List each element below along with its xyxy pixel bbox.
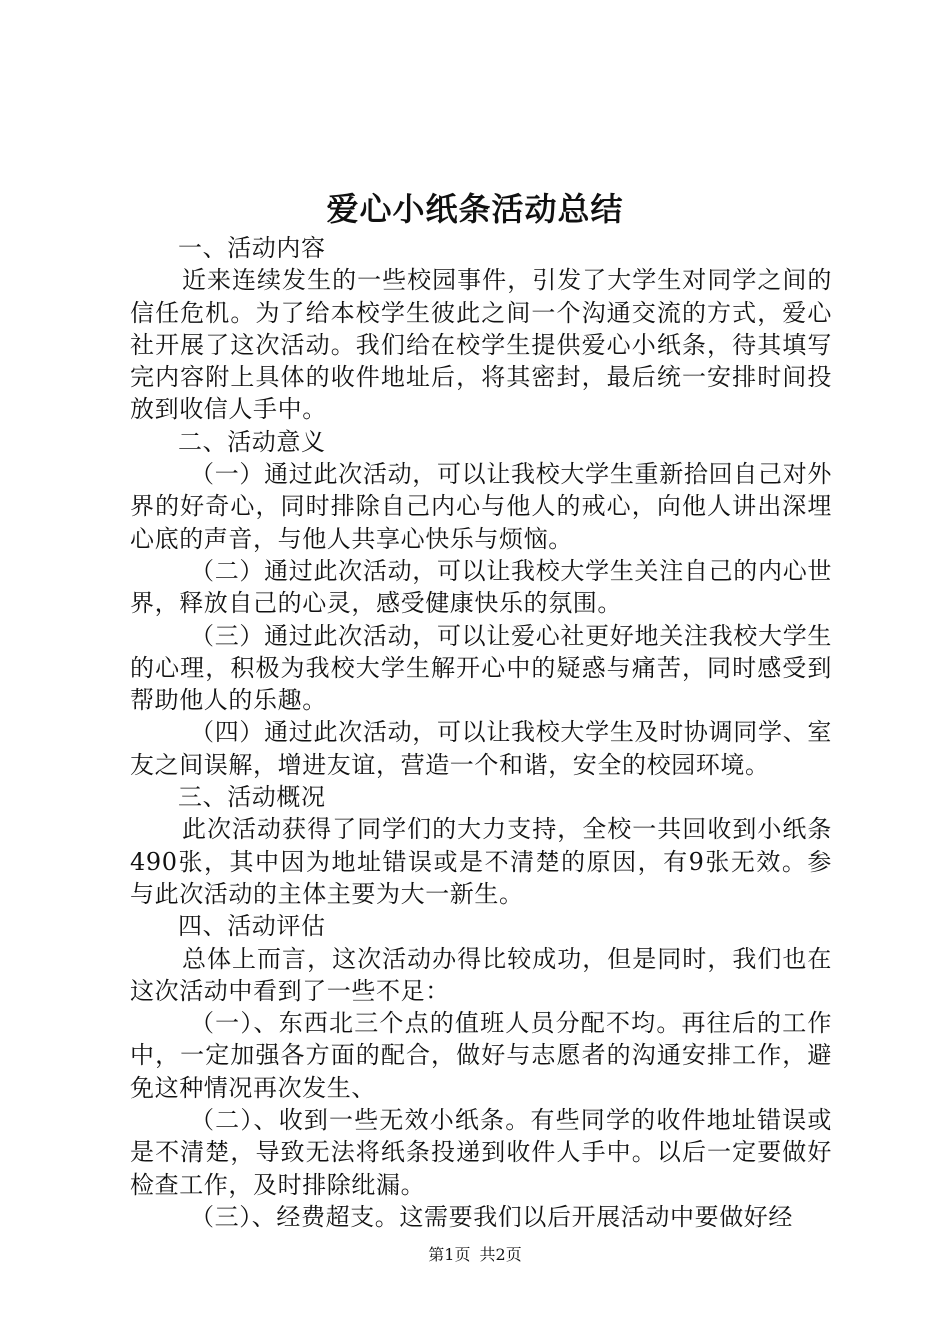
list-item-paragraph: （四）通过此次活动，可以让我校大学生及时协调同学、室友之间误解，增进友谊，营造一个和谐，安全的校园环境。 [130, 718, 832, 779]
body-paragraph: 近来连续发生的一些校园事件，引发了大学生对同学之间的信任危机。为了给本校学生彼此之间一个沟通交流的方式，爱心社开展了这次活动。我们给在校学生提供爱心小纸条，待其填写完内容附上具体的收件地址后，将其密封，最后统一安排时间投放到收信人手中。 [130, 266, 832, 424]
list-item-paragraph: （一）通过此次活动，可以让我校大学生重新拾回自己对外界的好奇心，同时排除自己内心与他人的戒心，向他人讲出深埋心底的声音，与他人共享心快乐与烦恼。 [130, 460, 832, 553]
section-heading: 一、活动内容 [178, 234, 326, 262]
page-total: 共2页 [479, 1245, 522, 1264]
section-heading: 二、活动意义 [178, 427, 326, 456]
page-footer [0, 1243, 950, 1267]
document-body [130, 232, 832, 1233]
page-number: 第1页 [428, 1245, 471, 1264]
section-heading: 三、活动概况 [178, 783, 326, 812]
list-item-paragraph: （一）、东西北三个点的值班人员分配不均。再往后的工作中，一定加强各方面的配合，做好与志愿者的沟通安排工作，避免这种情况再次发生、 [130, 1009, 832, 1102]
list-item-paragraph: （二）、收到一些无效小纸条。有些同学的收件地址错误或是不清楚，导致无法将纸条投递到收件人手中。以后一定要做好检查工作，及时排除纰漏。 [130, 1106, 832, 1199]
body-paragraph: 总体上而言，这次活动办得比较成功，但是同时，我们也在这次活动中看到了一些不足： [130, 944, 832, 1005]
list-item-paragraph: （三）、经费超支。这需要我们以后开展活动中要做好经 [190, 1202, 793, 1231]
document-title: 爱心小纸条活动总结 [326, 190, 624, 228]
body-paragraph: 此次活动获得了同学们的大力支持，全校一共回收到小纸条490张，其中因为地址错误或是不清楚的原因，有9张无效。参与此次活动的主体主要为大一新生。 [130, 815, 832, 908]
list-item-paragraph: （二）通过此次活动，可以让我校大学生关注自己的内心世界，释放自己的心灵，感受健康快乐的氛围。 [130, 556, 832, 618]
list-item-paragraph: （三）通过此次活动，可以让爱心社更好地关注我校大学生的心理，积极为我校大学生解开心中的疑惑与痛苦，同时感受到帮助他人的乐趣。 [130, 621, 832, 715]
section-heading: 四、活动评估 [178, 912, 326, 941]
